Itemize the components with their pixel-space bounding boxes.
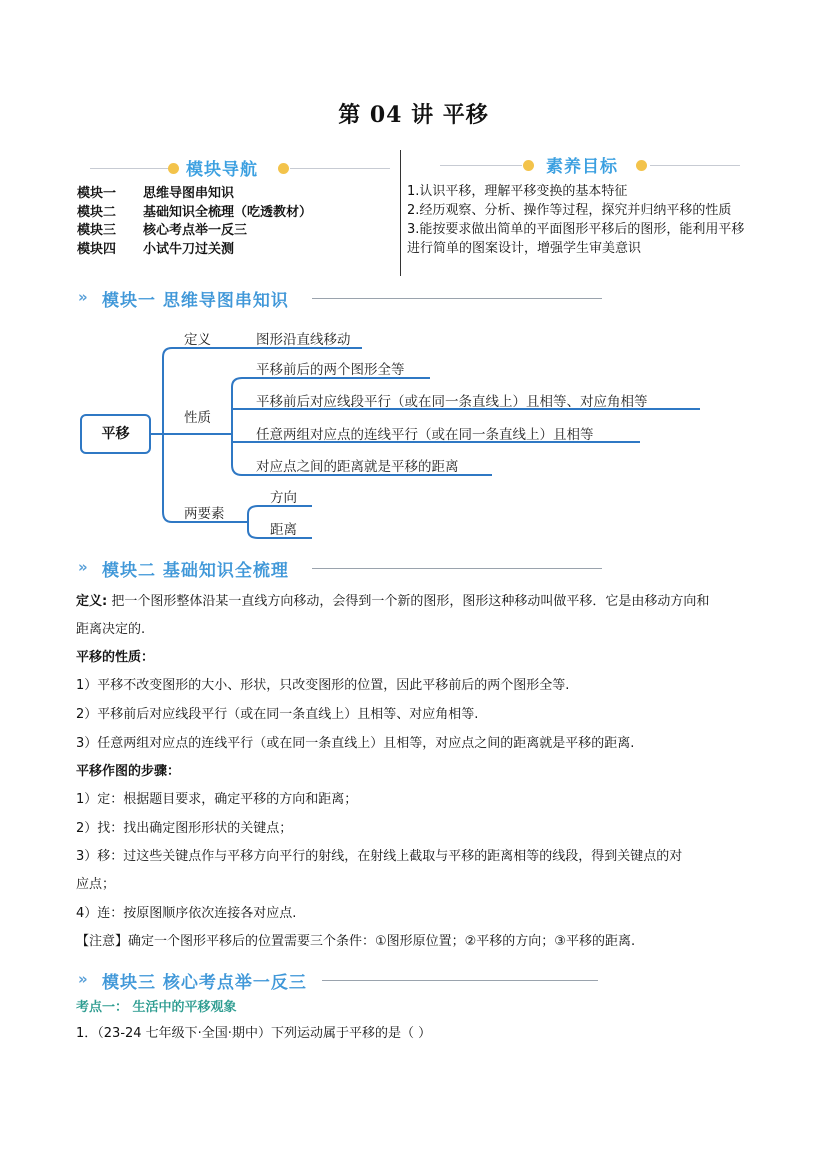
goal-item: 2.经历观察、分析、操作等过程，探究并归纳平移的性质 [407, 203, 732, 218]
mindmap-element: 距离 [270, 522, 297, 538]
steps-title: 平移作图的步骤： [76, 764, 181, 779]
definition-label: 定义: [76, 594, 108, 609]
nav-item[interactable]: 模块二 基础知识全梳理（吃透教材） [77, 204, 313, 220]
module2-heading-label: 模块二 基础知识全梳理 [102, 561, 289, 581]
kaodian-heading: 考点一： 生活中的平移观象 [76, 1000, 237, 1015]
double-chevron-icon: » [78, 970, 88, 988]
mindmap-property: 对应点之间的距离就是平移的距离 [256, 459, 459, 475]
step-item: 4）连：按原图顺序依次连接各对应点. [76, 906, 297, 921]
property-item: 2）平移前后对应线段平行（或在同一条直线上）且相等、对应角相等. [76, 707, 479, 722]
properties-title: 平移的性质： [76, 650, 155, 665]
note-paragraph: 【注意】确定一个图形平移后的位置需要三个条件：①图形原位置；②平移的方向；③平移的距离. [76, 934, 636, 949]
definition-continuation: 距离决定的. [76, 622, 146, 637]
definition-text: 把一个图形整体沿某一直线方向移动，会得到一个新的图形，图形这种移动叫做平移．它是由移动方向和 [107, 594, 710, 609]
module3-heading-label: 模块三 核心考点举一反三 [102, 973, 307, 993]
property-item: 3）任意两组对应点的连线平行（或在同一条直线上）且相等，对应点之间的距离就是平移的距离. [76, 736, 635, 751]
module2-heading [76, 556, 606, 580]
mindmap-root: 平移 [80, 414, 151, 454]
nav-item[interactable]: 模块四 小试牛刀过关测 [77, 241, 235, 257]
step-item: 1）定：根据题目要求，确定平移的方向和距离； [76, 792, 358, 807]
nav-item[interactable]: 模块三 核心考点举一反三 [77, 223, 248, 238]
step-item: 2）找：找出确定图形形状的关键点； [76, 821, 293, 836]
nav-heading-label: 模块导航 [186, 160, 258, 180]
module1-heading-label: 模块一 思维导图串知识 [102, 291, 289, 311]
mindmap-definition: 图形沿直线移动 [256, 332, 351, 348]
page-title: 第 04 讲 平移 [338, 102, 489, 128]
step-item-continuation: 应点； [76, 877, 116, 892]
mindmap-property: 任意两组对应点的连线平行（或在同一条直线上）且相等 [256, 427, 594, 443]
mindmap-property: 平移前后对应线段平行（或在同一条直线上）且相等、对应角相等 [256, 394, 648, 410]
mindmap-elements-label: 两要素 [184, 506, 225, 522]
goal-item: 1.认识平移，理解平移变换的基本特征 [407, 184, 628, 199]
goals-heading-label: 素养目标 [546, 157, 618, 177]
double-chevron-icon: » [78, 558, 88, 576]
mindmap-definition-label: 定义 [184, 332, 211, 348]
question-text: 1．（23-24 七年级下·全国·期中）下列运动属于平移的是（ ） [76, 1026, 432, 1041]
mindmap-properties-label: 性质 [184, 410, 211, 426]
step-item: 3）移：过这些关键点作与平移方向平行的射线，在射线上截取与平移的距离相等的线段，得到关键点的对 [76, 849, 683, 864]
property-item: 1）平移不改变图形的大小、形状，只改变图形的位置，因此平移前后的两个图形全等. [76, 678, 570, 693]
module3-heading [76, 968, 606, 992]
definition-paragraph [76, 592, 709, 612]
nav-item[interactable]: 模块一 思维导图串知识 [77, 186, 235, 201]
goal-item: 3.能按要求做出简单的平面图形平移后的图形，能利用平移进行简单的图案设计，增强学生审美意识 [407, 222, 745, 256]
mindmap-property: 平移前后的两个图形全等 [256, 362, 405, 378]
double-chevron-icon: » [78, 288, 88, 306]
mindmap-element: 方向 [270, 490, 297, 506]
